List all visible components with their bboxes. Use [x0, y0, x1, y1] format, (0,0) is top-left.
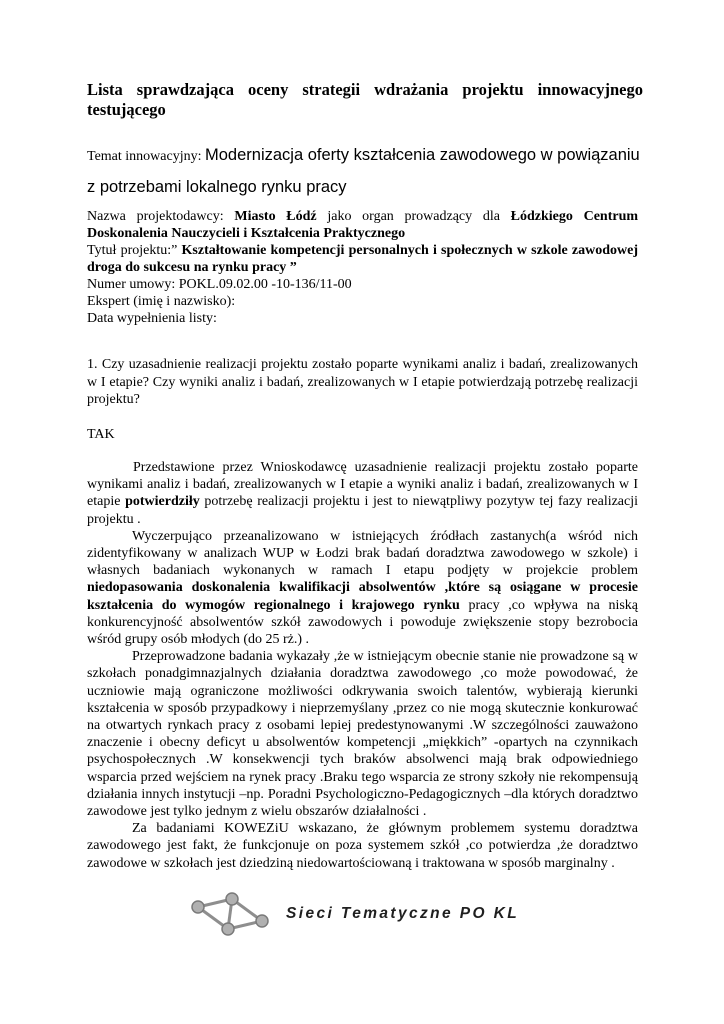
applicant-middle: jako organ prowadzący dla: [327, 209, 500, 224]
paragraph-4: Za badaniami KOWEZiU wskazano, że głównym problemem systemu doradztwa zawodowego jest fakt, że funkcjonuje on poza systemem szkół ,co potwierdza ,że doradztwo zawodowe w szkołach jest dziedziną niedowartościowaną i traktowana w sposób marginalny .: [87, 821, 638, 871]
network-nodes-icon: [188, 891, 288, 941]
document-title: Lista sprawdzająca oceny strategii wdrażania projektu innowacyjnego testującego: [87, 80, 643, 119]
question-1: 1. Czy uzasadnienie realizacji projektu zostało poparte wynikami analiz i badań, zrealizowanych w I etapie? Czy wyniki analiz i badań, zrealizowanych w I etapie potwierdzają potrzebę realizacji projektu?: [87, 357, 638, 407]
paragraph-2: [87, 528, 638, 648]
paragraph-3: Przeprowadzone badania wykazały ,że w istniejącym obecnie stanie nie prowadzone są w szkołach ponadgimnazjalnych działania doradztwa zawodowego ,co może powodować, że uczniowie mają ograniczone możliwości odkrywania swoich talentów, wybierają kierunki kształcenia w sposób przypadkowy i nieprzemyślany ,przez co nie mogą skutecznie konkurować na otwartych rynkach pracy z osobami lepiej predestynowanymi .W szczególności zauważono znaczenie i obecny deficyt u absolwentów kompetencji „miękkich” -opartych na czynnikach psychospołecznych .W konsekwencji tych braków absolwenci mają brak odpowiedniego wsparcia przed wejściem na rynek pracy .Braku tego wsparcia ze strony szkoły nie rekompensują działania innych instytucji –np. Poradni Psychologiczno-Pedagogicznych –dla których doradztwo zawodowe jest tylko jednym z wielu obszarów działalności .: [87, 649, 638, 820]
answer-text: TAK: [87, 427, 115, 442]
applicant-label: Nazwa projektodawcy:: [87, 209, 224, 224]
project-title: Kształtowanie kompetencji personalnych i społecznych w szkole zawodowej droga do sukcesu na rynku pracy ”: [87, 243, 638, 275]
footer-logo: [188, 891, 548, 941]
paragraph-2-text-a: Wyczerpująco przeanalizowano w istniejących źródłach zastanych(a wśród nich zidentyfikowany w analizach WUP w Łodzi brak badań doradztwa zawodowego w szkole) i własnych badaniach wykonanych w ramach I etapu podjęty w projekcie problem: [87, 528, 638, 579]
topic-label: Temat innowacyjny:: [87, 149, 202, 164]
applicant-line: [87, 208, 638, 242]
paragraph-1-bold: potwierdziły: [125, 494, 200, 510]
project-title-line: [87, 242, 638, 276]
paragraph-2-bold: niedopasowania doskonalenia kwalifikacji absolwentów ,które są osiągane w procesie kształcenia do wymogów regionalnego i krajowego rynku: [87, 580, 638, 613]
innovation-topic: [87, 140, 647, 204]
footer-brand-text: Sieci Tematyczne PO KL: [286, 905, 520, 922]
paragraph-1: [87, 459, 638, 528]
paragraph-1-text-b: potrzebę realizacji projektu i jest to niewątpliwy pozytyw tej fazy realizacji projektu .: [87, 494, 639, 527]
topic-value: Modernizacja oferty kształcenia zawodowego w powiązaniu z potrzebami lokalnego rynku pracy: [87, 146, 640, 196]
answer-body: [87, 459, 638, 872]
paragraph-1-text-a: Przedstawione przez Wnioskodawcę uzasadnienie realizacji projektu zostało poparte wynikami analiz i badań, zrealizowanych w I etapie a wyniki analiz i badań, zrealizowanych w I etapie: [87, 460, 638, 510]
applicant-organization: Łódzkiego Centrum Doskonalenia Nauczycieli i Kształcenia Praktycznego: [87, 209, 639, 241]
paragraph-2-text-b: pracy ,co wpływa na niską konkurencyjność absolwentów szkół zawodowych i powoduje zwiększenie stopy bezrobocia wśród grupy osób młodych (do 25 rż.) .: [87, 597, 639, 648]
project-metadata: [87, 208, 638, 327]
fill-date-label: Data wypełnienia listy:: [87, 311, 217, 326]
project-title-label: Tytuł projektu:”: [87, 243, 178, 258]
applicant-name: Miasto Łódź: [234, 209, 317, 224]
expert-label: Ekspert (imię i nazwisko):: [87, 294, 236, 309]
contract-number: Numer umowy: POKL.09.02.00 -10-136/11-00: [87, 277, 352, 292]
